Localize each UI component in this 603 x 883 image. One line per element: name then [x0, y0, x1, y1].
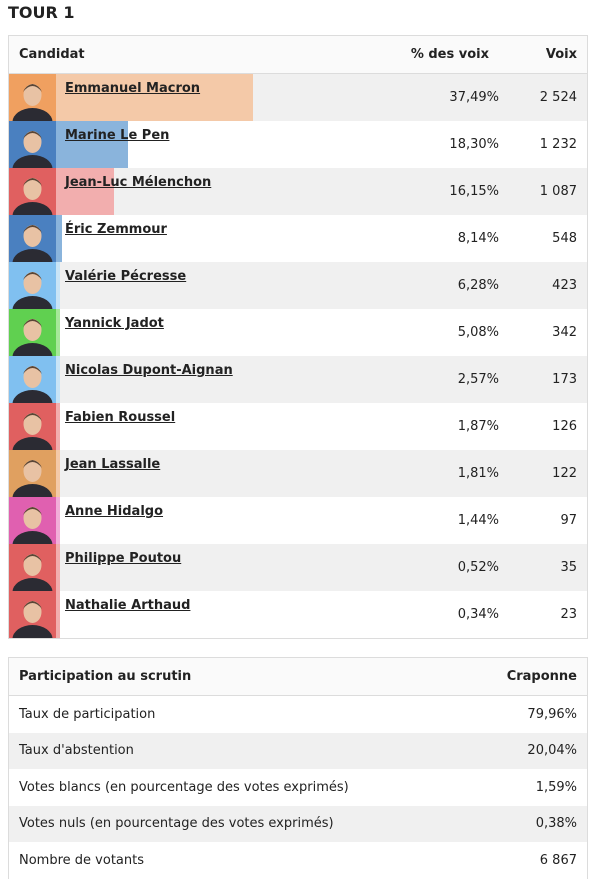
candidate-row: [9, 403, 587, 450]
participation-label: Votes blancs (en pourcentage des votes exprimés): [19, 779, 349, 795]
candidate-votes: 342: [552, 325, 577, 340]
participation-rows: [9, 696, 587, 879]
participation-table: [8, 657, 588, 879]
candidate-row: [9, 168, 587, 215]
candidate-photo: [9, 450, 56, 497]
participation-row: [9, 806, 587, 843]
participation-value: 79,96%: [527, 706, 577, 722]
candidate-percent: 37,49%: [449, 90, 499, 105]
candidate-photo: [9, 309, 56, 356]
candidate-photo: [9, 262, 56, 309]
candidate-percent: 8,14%: [457, 231, 499, 246]
candidate-photo: [9, 591, 56, 638]
candidate-votes: 97: [560, 513, 577, 528]
participation-value: 6 867: [539, 852, 577, 868]
candidate-votes: 35: [560, 560, 577, 575]
header-votes: Voix: [545, 47, 577, 62]
candidate-photo: [9, 215, 56, 262]
candidate-name-link[interactable]: Fabien Roussel: [65, 410, 176, 425]
candidate-votes: 173: [552, 372, 577, 387]
participation-label: Taux de participation: [19, 706, 156, 722]
candidate-votes: 423: [552, 278, 577, 293]
participation-label: Votes nuls (en pourcentage des votes exprimés): [19, 816, 334, 832]
candidate-percent: 16,15%: [449, 184, 499, 199]
candidate-name-link[interactable]: Nicolas Dupont-Aignan: [65, 363, 233, 378]
candidate-row: [9, 309, 587, 356]
candidate-photo: [9, 121, 56, 168]
candidate-photo: [9, 168, 56, 215]
candidate-name-link[interactable]: Éric Zemmour: [65, 222, 167, 237]
candidate-votes: 548: [552, 231, 577, 246]
participation-row: [9, 769, 587, 806]
participation-value: 20,04%: [527, 743, 577, 759]
participation-row: [9, 733, 587, 770]
participation-label: Taux d'abstention: [19, 743, 134, 759]
candidate-votes: 126: [552, 419, 577, 434]
participation-row: [9, 696, 587, 733]
candidate-row: [9, 497, 587, 544]
tour-title: TOUR 1: [8, 3, 75, 22]
candidate-votes: 1 232: [539, 137, 577, 152]
candidate-photo: [9, 497, 56, 544]
candidate-percent: 5,08%: [457, 325, 499, 340]
candidate-name-link[interactable]: Valérie Pécresse: [65, 269, 187, 284]
candidate-percent: 1,81%: [457, 466, 499, 481]
participation-value: 1,59%: [535, 779, 577, 795]
candidate-percent: 1,44%: [457, 513, 499, 528]
candidate-row: [9, 544, 587, 591]
candidate-votes: 23: [560, 607, 577, 622]
candidate-votes: 1 087: [539, 184, 577, 199]
candidate-photo: [9, 74, 56, 121]
candidate-row: [9, 74, 587, 121]
candidate-row: [9, 262, 587, 309]
candidate-name-link[interactable]: Jean-Luc Mélenchon: [65, 175, 212, 190]
candidate-percent: 2,57%: [457, 372, 499, 387]
candidate-name-link[interactable]: Emmanuel Macron: [65, 81, 201, 96]
participation-row: [9, 842, 587, 879]
candidate-name-link[interactable]: Anne Hidalgo: [65, 504, 164, 519]
header-candidate: Candidat: [19, 47, 85, 62]
participation-header-value: Craponne: [506, 669, 577, 684]
candidate-photo: [9, 544, 56, 591]
candidate-row: [9, 450, 587, 497]
header-percent: % des voix: [410, 47, 489, 62]
candidate-percent: 0,34%: [457, 607, 499, 622]
candidate-name-link[interactable]: Nathalie Arthaud: [65, 598, 191, 613]
participation-header-label: Participation au scrutin: [19, 669, 192, 684]
candidate-votes: 2 524: [539, 90, 577, 105]
candidate-percent: 0,52%: [457, 560, 499, 575]
candidate-row: [9, 591, 587, 638]
results-header: [9, 36, 587, 74]
candidate-percent: 6,28%: [457, 278, 499, 293]
candidate-row: [9, 356, 587, 403]
participation-value: 0,38%: [535, 816, 577, 832]
candidate-photo: [9, 403, 56, 450]
candidate-photo: [9, 356, 56, 403]
candidate-row: [9, 121, 587, 168]
candidate-name-link[interactable]: Marine Le Pen: [65, 128, 170, 143]
participation-header: [9, 658, 587, 696]
results-rows: [9, 74, 587, 638]
candidate-row: [9, 215, 587, 262]
candidate-percent: 1,87%: [457, 419, 499, 434]
participation-label: Nombre de votants: [19, 852, 144, 868]
candidate-votes: 122: [552, 466, 577, 481]
candidate-name-link[interactable]: Philippe Poutou: [65, 551, 182, 566]
candidate-name-link[interactable]: Jean Lassalle: [65, 457, 161, 472]
candidate-percent: 18,30%: [449, 137, 499, 152]
results-table: [8, 35, 588, 639]
candidate-name-link[interactable]: Yannick Jadot: [65, 316, 164, 331]
